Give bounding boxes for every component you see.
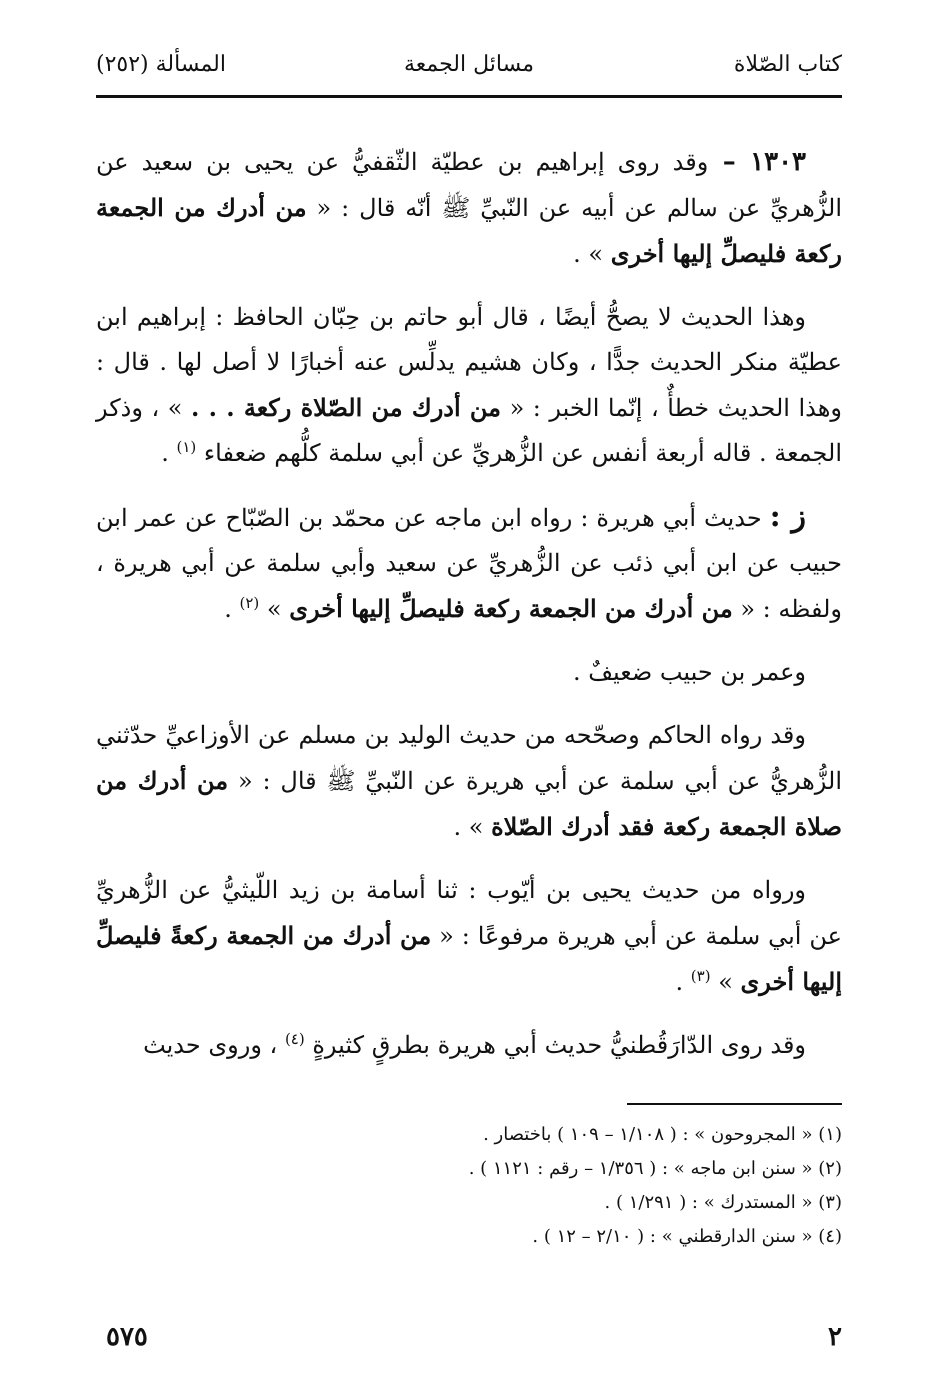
paragraph-text: وقد رواه الحاكم وصحّحه من حديث الوليد بن مسلم عن الأوزاعيِّ حدّثني الزُّهريُّ عن أبي سلمة عن أبي هريرة عن النّبيِّ ﷺ قال : « [96,721,843,795]
main-text [96,140,842,1086]
paragraph-text: وهذا الحديث لا يصحُّ أيضًا ، قال أبو حاتم بن حِبّان الحافظ : إبراهيم ابن عطيّة منكر الحديث جدًّا ، وكان هشيم يدلِّس عنه أخبارًا لا أصل لها . قال : وهذا الحديث خطأٌ ، إنّما الخبر : « [96,303,843,422]
paragraph-hakim [96,713,842,850]
footnote-1: (١) « المجروحون » : ( ١/١٠٨ – ١٠٩ ) باختصار . [483,1124,842,1145]
paragraph-daraqutni [96,1023,842,1068]
paragraph-text: » . [573,240,611,268]
paragraph-text: وعمر بن حبيب ضعيفٌ . [572,658,806,686]
running-header [96,52,842,92]
paragraph-text: حديث أبي هريرة : رواه ابن ماجه عن محمّد بن الصّبّاح عن عمر ابن حبيب عن ابن أبي ذئب عن الزُّهريِّ عن سعيد وأبي سلمة عن أبي هريرة ، ولفظه : « [96,504,842,623]
hadith-number: ١٣٠٣ – [708,147,806,177]
paragraph-text: » . [453,813,492,841]
document-page [96,40,842,1370]
header-book-title: كتاب الصّلاة [733,52,842,77]
paragraph-commentary [96,295,842,476]
footnote-divider [627,1103,842,1105]
hadith-quote: من أدرك من الجمعة ركعة فليصلِّ إليها أخرى [289,594,733,623]
hadith-quote: من أدرك من صلاة الجمعة ركعة فقد أدرك الصّلاة [96,766,842,841]
footnote-2: (٢) « سنن ابن ماجه » : ( ١/٣٥٦ – رقم : ١١٢١ ) . [468,1158,842,1179]
paragraph-text: » [710,968,741,996]
paragraph-text: . [675,968,691,996]
paragraph-text: » [259,595,290,623]
hadith-quote: من أدرك من الصّلاة ركعة . . . [191,393,502,422]
paragraph-text: وقد روى إبراهيم بن عطيّة الثّقفيُّ عن يحيى بن سعيد عن الزُّهريِّ عن سالم عن أبيه عن النّبيِّ ﷺ أنّه قال : « [96,148,842,222]
footnote-ref: (٢) [239,594,260,612]
hadith-quote: من أدرك من الجمعة ركعة فليصلِّ إليها أخرى [96,193,842,268]
volume-number: ٢ [828,1322,842,1352]
paragraph-text: ورواه من حديث يحيى بن أيّوب : ثنا أسامة بن زيد اللّيثيُّ عن الزُّهريِّ عن أبي سلمة عن أبي هريرة مرفوعًا : « [96,876,842,950]
paragraph-yahya [96,868,842,1005]
addition-marker: ز : [769,499,806,534]
paragraph-narrator-note [96,650,842,695]
paragraph-addition [96,494,842,632]
footnotes [96,1118,842,1254]
paragraph-text: . [224,595,240,623]
footnote-ref: (٤) [284,1030,305,1048]
footnote-ref: (٣) [690,967,711,985]
header-issue-number: المسألة (٢٥٢) [96,52,226,77]
paragraph-text: وقد روى الدّارَقُطنيُّ حديث أبي هريرة بطرقٍ كثيرةٍ [304,1031,806,1059]
page-number: ٥٧٥ [106,1322,148,1352]
footnote-ref: (١) [176,438,197,456]
paragraph-text: ، وروى حديث [143,1031,285,1059]
header-divider [96,95,842,98]
paragraph-text: . [161,439,177,467]
paragraph-text: » ، وذكر الجمعة . قاله أربعة أنفس عن الزُّهريِّ عن أبي سلمة كلُّهم ضعفاء [96,394,842,467]
hadith-quote: من أدرك من الجمعة ركعةً فليصلِّ إليها أخرى [96,921,842,996]
header-chapter-title: مسائل الجمعة [403,52,535,77]
page-footer [96,1322,842,1362]
paragraph-1303 [96,140,842,277]
footnote-3: (٣) « المستدرك » : ( ١/٢٩١ ) . [604,1192,842,1213]
footnote-4: (٤) « سنن الدارقطني » : ( ٢/١٠ – ١٢ ) . [532,1226,842,1247]
